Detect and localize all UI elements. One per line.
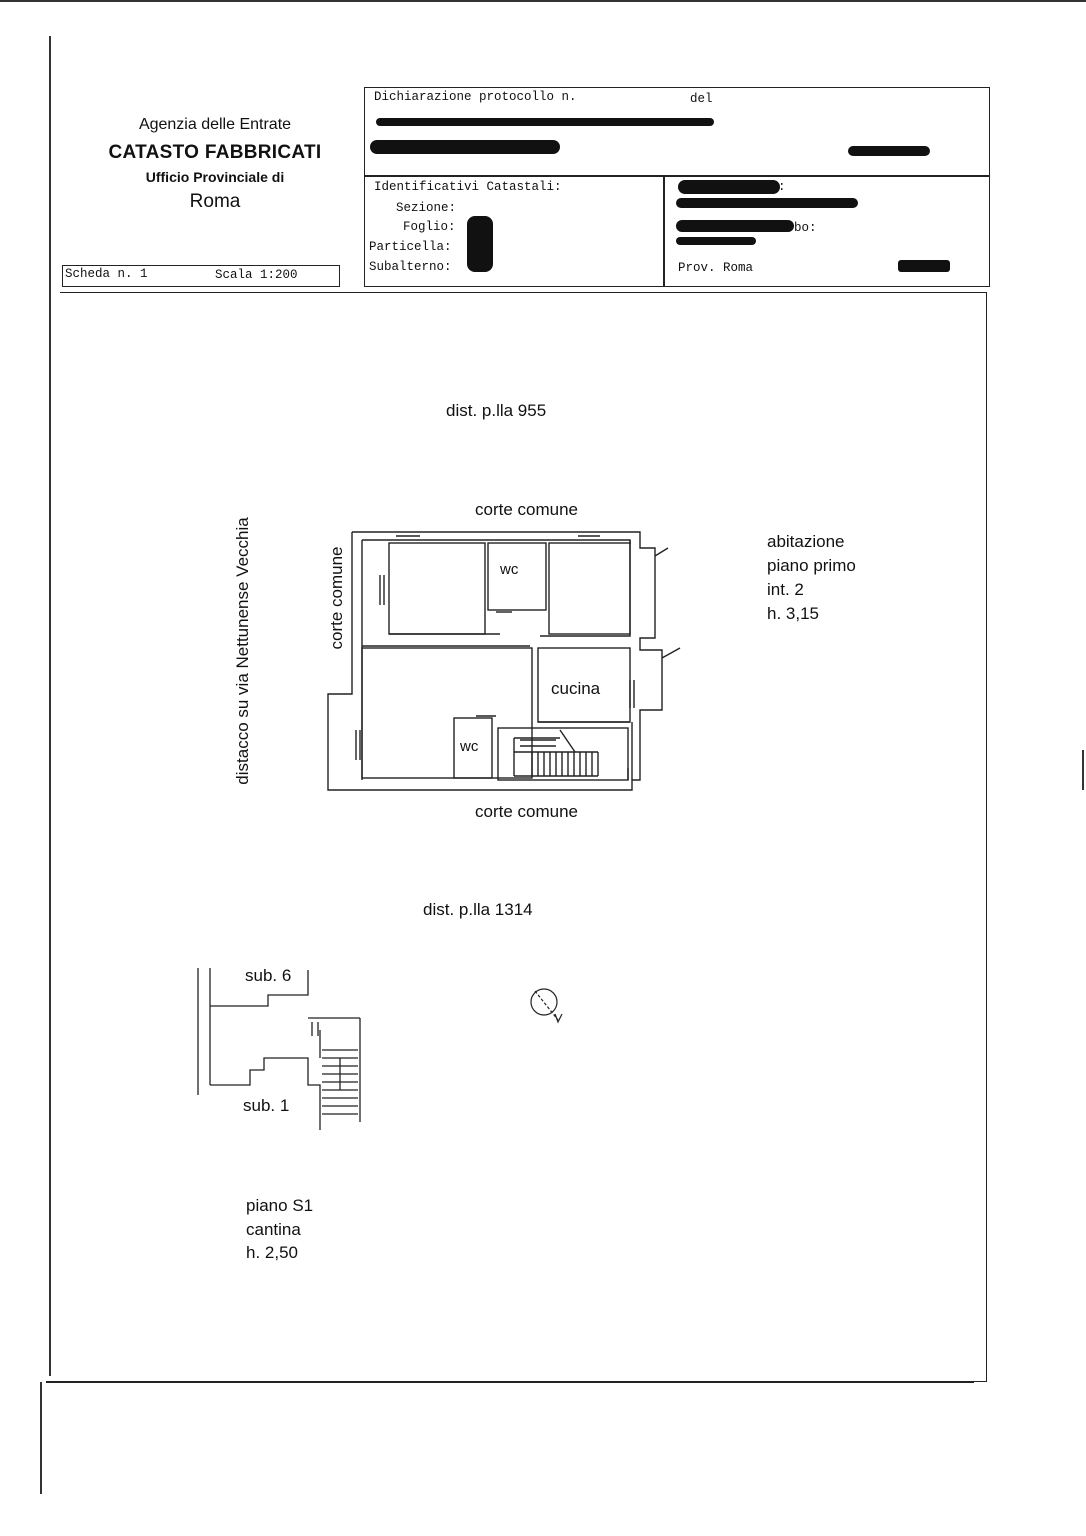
balcony-mark [662,648,680,658]
s1-piano-label: piano S1 [246,1196,314,1215]
staircase-main [514,730,598,776]
sub6-label: sub. 6 [245,966,292,985]
distacco-label: distacco su via Nettunense Vecchia [233,517,252,785]
office-name: Ufficio Provinciale di [145,169,285,185]
interno-label: int. 2 [767,580,804,599]
altezza-label: h. 3,15 [767,604,819,623]
dichiarazione-label: Dichiarazione protocollo n. [374,90,577,104]
subalterno-label: Subalterno: [369,260,452,274]
wc-lower-label: wc [460,738,479,755]
s1-altezza-label: h. 2,50 [246,1243,298,1262]
city-name: Roma [189,191,241,212]
north-arrow-icon [531,989,562,1022]
scala-value: Scala 1:200 [215,268,298,282]
foglio-label: Foglio: [403,220,456,234]
room-upper-right [549,543,630,634]
catasto-title: CATASTO FABBRICATI [108,142,322,163]
prov-label: Prov. Roma [678,261,754,275]
del-label: del [690,92,713,106]
iscritto-label: bo: [794,221,817,235]
inner-wall [362,540,630,636]
corte-left-label: corte comune [327,546,346,650]
staircase-cellar [312,1022,358,1114]
room-stairs [498,728,628,780]
agency-name: Agenzia delle Entrate [138,116,292,133]
corte-bottom-label: corte comune [475,802,578,821]
colon-label: : [778,180,786,194]
sub1-label: sub. 1 [243,1096,290,1115]
room-upper-left [389,543,485,634]
abitazione-label: abitazione [767,532,845,551]
cucina-label: cucina [551,679,601,698]
corte-top-label: corte comune [475,500,578,519]
balcony-mark [655,548,668,556]
dist-top-label: dist. p.lla 955 [446,401,547,420]
sezione-label: Sezione: [396,201,457,215]
dist-bottom-label: dist. p.lla 1314 [423,900,533,919]
identificativi-label: Identificativi Catastali: [374,180,562,194]
room-living [362,648,532,778]
particella-label: Particella: [369,240,452,254]
outer-wall [328,532,662,790]
s1-cantina-label: cantina [246,1220,301,1239]
scheda-number: Scheda n. 1 [65,267,148,281]
piano-primo-label: piano primo [767,556,856,575]
wc-upper-label: wc [500,561,519,578]
